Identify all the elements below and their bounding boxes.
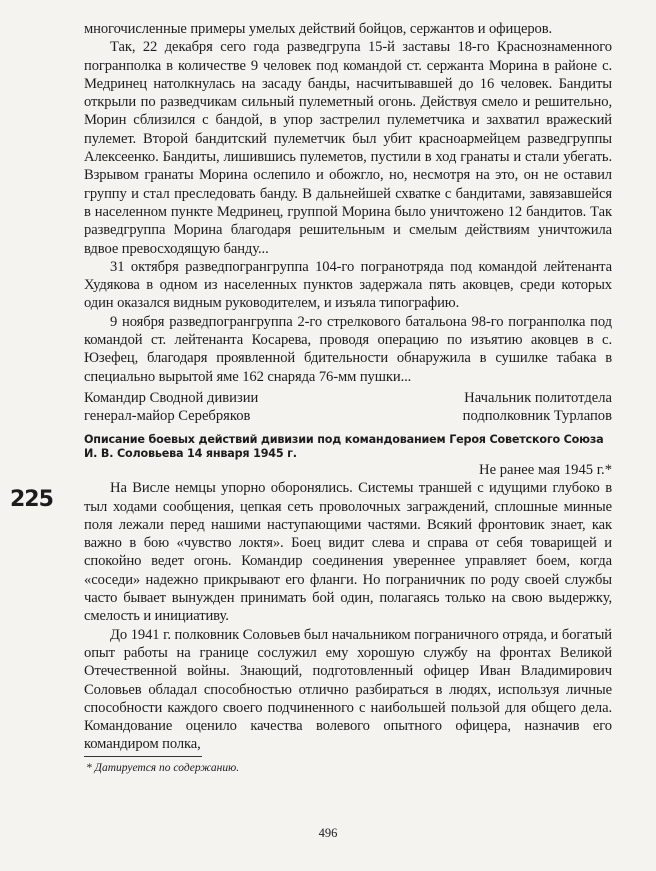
paragraph-solovyev: До 1941 г. полковник Соловьев был начальником пограничного отряда, и богатый опыт работы на границе сослужил ему хорошую службу на фронтах Великой Отечественной войны. Знающий, подготовленный офицер Иван Владимирович Соловьев обладал способностью отлично разбираться в людях, используя личные способности каждого своего подчиненного с наибольшей пользой для общего дела. Командование оценило качества волевого опытного офицера, назначив его командиром полка, bbox=[84, 626, 612, 753]
document-date: Не ранее мая 1945 г.* bbox=[479, 461, 612, 478]
document-number: 225 bbox=[10, 487, 53, 512]
footnote-rule bbox=[84, 756, 202, 757]
paragraph-kosarev-group: 9 ноября разведпогрангруппа 2-го стрелкового батальона 98-го погранполка под командой ст. лейтенанта Косарева, проводя операцию по изъятию аковцев в с. Юзефец, благодаря проявленной бдительности обнаружила в сушилке табака в специально вырытой яме 162 снаряда 76-мм пушки... bbox=[84, 313, 612, 385]
page-number: 496 bbox=[318, 826, 338, 840]
signature-right bbox=[463, 389, 612, 426]
document-heading: Описание боевых действий дивизии под командованием Героя Советского Союза И. В. Соловьева 14 января 1945 г. bbox=[84, 432, 604, 460]
signature-left-name: генерал-майор Серебряков bbox=[84, 408, 251, 425]
signature-right-title: Начальник политотдела bbox=[464, 389, 612, 406]
footnote: * Датируется по содержанию. bbox=[86, 761, 240, 774]
paragraph-continuation: многочисленные примеры умелых действий бойцов, сержантов и офицеров. bbox=[84, 21, 553, 37]
paragraph-khudyakov-group: 31 октября разведпогрангруппа 104-го погранотряда под командой лейтенанта Худякова в одном из населенных пунктов задержала пять аковцев, среди которых один оказался видным руководителем, и изъяла типографию. bbox=[84, 258, 612, 312]
paragraph-morin-ambush: Так, 22 декабря сего года разведгрупа 15-й заставы 18-го Краснознаменного погранполка в количестве 9 человек под командой ст. сержанта Морина в районе с. Медринец натолкнулась на засаду банды, насчитывавшей до 16 человек. Бандиты открыли по разведчикам сильный пулеметный огонь. Действуя смело и решительно, Морин сблизился с бандой, в упор застрелил пулеметчика и захватил вражеский пулемет. Второй бандитский пулеметчик был убит красноармейцем разведгруппы Алексеенко. Бандиты, лишившись пулеметов, пустили в ход гранаты и стали убегать. Взрывом гранаты Морина ослепило и обожгло, но, несмотря на это, он не оставил группу и стал преследовать банду. В дальнейшей схватке с бандитами, завязавшейся в населенном пункте Медринец, группой Морина было уничтожено 12 бандитов. Так разведгруппа Морина благодаря решительным и смелым действиям уничтожила вдвое превосходящую банду... bbox=[84, 39, 612, 257]
signature-block bbox=[84, 389, 612, 427]
paragraph-vistula: На Висле немцы упорно оборонялись. Системы траншей с идущими глубоко в тыл ходами сообщения, цепкая сеть проволочных заграждений, сплошные минные поля лежали перед нашими наступающими частями. Всякий фронтовик знает, как важно в бою «чувство локтя». Боец видит слева и справа от себя товарищей и спокойно ведет огонь. Командир соединения увереннее управляет боем, когда «соседи» надежно прикрывают его фланги. Но пограничник по роду своей службы часто бывает вынужден принимать бой один, полагаясь только на свою выдержку, смелость и инициативу. bbox=[84, 480, 612, 625]
page-body bbox=[84, 20, 612, 775]
signature-left-title: Командир Сводной дивизии bbox=[84, 389, 259, 406]
signature-left bbox=[84, 389, 258, 426]
signature-right-name: подполковник Турлапов bbox=[462, 408, 612, 425]
